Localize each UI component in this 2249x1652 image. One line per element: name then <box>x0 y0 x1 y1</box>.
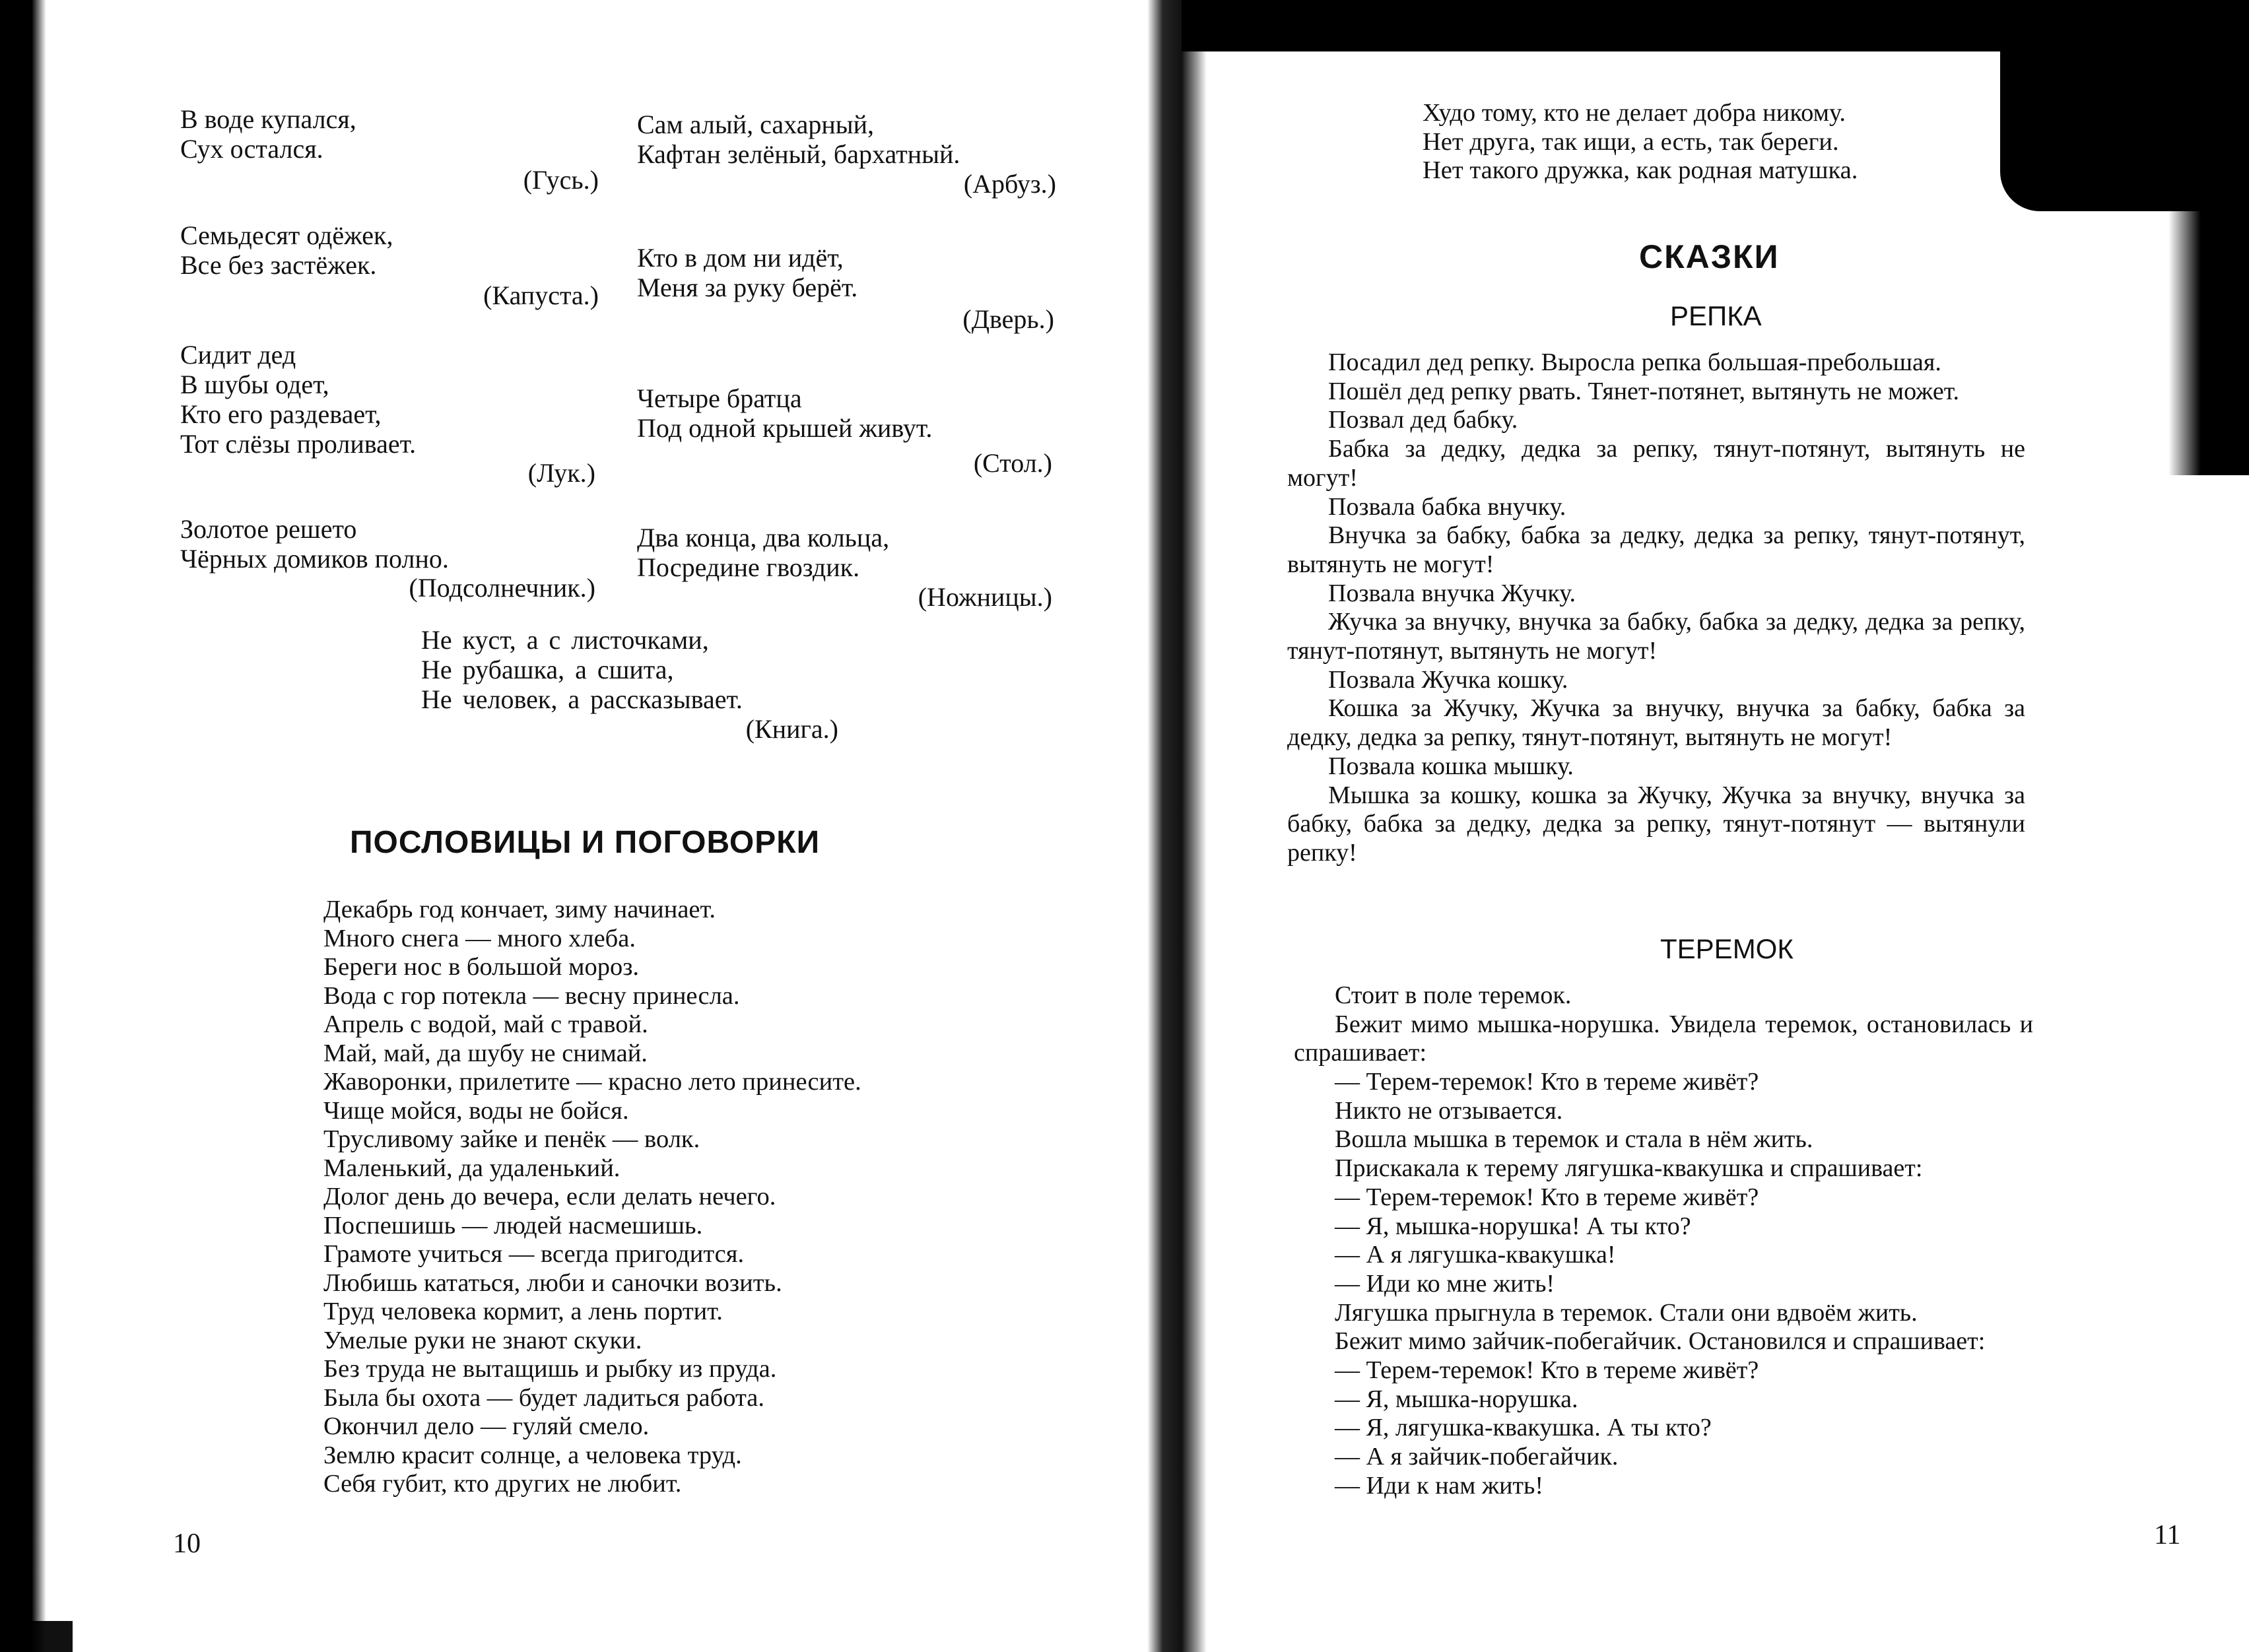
riddle-line: Чёрных домиков полно. <box>180 544 449 574</box>
gutter-shadow <box>1147 0 1182 1652</box>
riddle-line: Кто его раздевает, <box>180 399 382 429</box>
proverb-line: Труд человека кормит, а лень портит. <box>323 1298 723 1325</box>
proverb-line: Худо тому, кто не делает добра никому. <box>1423 99 1846 127</box>
dialogue-line: Прискакала к терему лягушка-квакушка и спрашивает: <box>1335 1154 1923 1183</box>
riddle-line: Сидит дед <box>180 340 296 370</box>
proverb-line: Апрель с водой, май с травой. <box>323 1010 648 1038</box>
dialogue-line: Вошла мышка в теремок и стала в нём жить. <box>1335 1125 1813 1154</box>
tale-paragraph: Внучка за бабку, бабка за дедку, дедка за репку, тянут-потянут, вытянуть не могут! <box>1287 521 2025 578</box>
riddle-line: Семьдесят одёжек, <box>180 220 393 250</box>
dialogue-line: Лягушка прыгнула в теремок. Стали они вдвоём жить. <box>1335 1298 1918 1327</box>
proverb-line: Жаворонки, прилетите — красно лето принесите. <box>323 1068 861 1096</box>
riddle-table-text <box>637 383 932 443</box>
repka-title: РЕПКА <box>1670 300 1762 331</box>
riddle-answer: (Книга.) <box>745 714 838 744</box>
riddle-answer: (Стол.) <box>973 448 1052 478</box>
page-number: 11 <box>2154 1520 2181 1550</box>
dialogue-line: — А я лягушка-квакушка! <box>1335 1241 1616 1269</box>
dialogue-line: — Терем-теремок! Кто в тереме живёт? <box>1335 1356 1759 1385</box>
riddle-scissors-text <box>637 523 889 582</box>
riddle-line: Не человек, а рассказывает. <box>421 684 743 714</box>
dialogue-line: — Терем-теремок! Кто в тереме живёт? <box>1335 1068 1759 1096</box>
riddle-line: В воде купался, <box>180 104 356 134</box>
riddle-answer: (Арбуз.) <box>963 169 1056 199</box>
proverb-line: Была бы охота — будет ладиться работа. <box>323 1383 764 1412</box>
proverb-line: Много снега — много хлеба. <box>323 924 636 952</box>
tale-paragraph: Позвал дед бабку. <box>1328 406 1518 434</box>
top-proverbs <box>1423 99 1858 185</box>
gutter-shadow <box>1182 0 1207 1652</box>
tale-paragraph: Позвала внучка Жучку. <box>1328 579 1576 607</box>
riddle-line: Под одной крышей живут. <box>637 413 933 443</box>
tale-paragraph: Позвала бабка внучку. <box>1328 492 1566 521</box>
riddle-answer: (Лук.) <box>527 458 595 488</box>
proverb-line: Маленький, да удаленький. <box>323 1154 621 1182</box>
proverb-line: Чище мойся, воды не бойся. <box>323 1096 629 1125</box>
riddle-sunflower-text <box>180 514 449 574</box>
riddle-cabbage-text <box>180 220 393 280</box>
tale-paragraph: Позвала Жучка кошку. <box>1328 665 1568 694</box>
proverb-line: Май, май, да шубу не снимай. <box>323 1039 648 1067</box>
riddle-line: Сух остался. <box>180 134 323 164</box>
page-number: 10 <box>173 1529 201 1559</box>
dialogue-line: Бежит мимо зайчик-побегайчик. Остановился и спрашивает: <box>1335 1327 1986 1356</box>
riddle-line: Тот слёзы проливает. <box>180 429 417 459</box>
proverb-line: Любишь кататься, люби и саночки возить. <box>323 1269 782 1297</box>
riddle-door-text <box>637 243 857 302</box>
tale-paragraph: Посадил дед репку. Выросла репка большая-пребольшая. <box>1328 348 1941 376</box>
proverb-line: Береги нос в большой мороз. <box>323 953 640 981</box>
riddle-answer: (Ножницы.) <box>918 582 1052 612</box>
riddle-line: В шубы одет, <box>180 370 329 399</box>
riddle-line: Не рубашка, а сшита, <box>421 655 674 684</box>
proverb-line: Окончил дело — гуляй смело. <box>323 1412 650 1440</box>
proverb-line: Грамоте учиться — всегда пригодится. <box>323 1240 745 1268</box>
repka-text <box>1287 348 2025 868</box>
dialogue-line: — Иди к нам жить! <box>1335 1471 1544 1500</box>
proverb-line: Землю красит солнце, а человека труд. <box>323 1441 742 1469</box>
proverb-line: Умелые руки не знают скуки. <box>323 1326 642 1354</box>
proverb-line: Себя губит, кто других не любит. <box>323 1470 682 1498</box>
dialogue-line: — Я, лягушка-квакушка. А ты кто? <box>1335 1414 1712 1442</box>
teremok-dialogue <box>1335 1068 1985 1501</box>
riddle-line: Кафтан зелёный, бархатный. <box>637 139 960 169</box>
tales-title: СКАЗКИ <box>1639 238 1780 275</box>
riddle-line: Кто в дом ни идёт, <box>637 243 844 273</box>
proverbs-title: ПОСЛОВИЦЫ И ПОГОВОРКИ <box>350 825 821 860</box>
riddle-answer: (Гусь.) <box>523 165 599 195</box>
dialogue-line: — Терем-теремок! Кто в тереме живёт? <box>1335 1183 1759 1211</box>
riddle-line: Сам алый, сахарный, <box>637 110 875 139</box>
proverb-line: Трусливому зайке и пенёк — волк. <box>323 1125 700 1153</box>
proverb-line: Без труда не вытащишь и рыбку из пруда. <box>323 1355 777 1383</box>
proverb-line: Нет такого дружка, как родная матушка. <box>1423 156 1858 184</box>
riddle-line: Не куст, а с листочками, <box>421 625 709 655</box>
tale-paragraph: Бежит мимо мышка-норушка. Увидела теремок, остановилась и спрашивает: <box>1294 1010 2033 1067</box>
riddle-onion-text <box>180 340 416 459</box>
riddle-book-text <box>421 625 743 714</box>
riddle-goose-text <box>180 104 356 164</box>
riddle-line: Золотое решето <box>180 514 357 544</box>
dialogue-line: — А я зайчик-побегайчик. <box>1335 1443 1619 1471</box>
right-scan-edge <box>2168 198 2249 475</box>
tale-paragraph: Кошка за Жучку, Жучка за внучку, внучка за бабку, бабка за дедку, дедка за репку, тянут-потянут, вытянуть не могут! <box>1287 694 2025 752</box>
proverb-line: Вода с гор потекла — весну принесла. <box>323 981 740 1010</box>
dialogue-line: — Иди ко мне жить! <box>1335 1269 1555 1298</box>
teremok-opening <box>1294 981 2033 1068</box>
riddle-answer: (Капуста.) <box>483 281 599 310</box>
riddle-answer: (Подсолнечник.) <box>409 573 595 603</box>
tale-paragraph: Бабка за дедку, дедка за репку, тянут-потянут, вытянуть не могут! <box>1287 435 2025 492</box>
dialogue-line: Никто не отзывается. <box>1335 1096 1563 1125</box>
tale-paragraph: Позвала кошка мышку. <box>1328 752 1574 780</box>
left-scan-edge <box>0 0 46 1652</box>
riddle-line: Два конца, два кольца, <box>637 523 890 552</box>
proverb-line: Нет друга, так ищи, а есть, так береги. <box>1423 127 1839 156</box>
tale-paragraph: Стоит в поле теремок. <box>1335 981 1572 1009</box>
proverb-line: Декабрь год кончает, зиму начинает. <box>323 896 716 923</box>
riddle-line: Четыре братца <box>637 383 802 413</box>
dialogue-line: — Я, мышка-норушка. <box>1335 1385 1578 1413</box>
tale-paragraph: Пошёл дед репку рвать. Тянет-потянет, вытянуть не может. <box>1328 377 1960 405</box>
proverb-line: Поспешишь — людей насмешишь. <box>323 1211 703 1239</box>
dialogue-line: — Я, мышка-норушка! А ты кто? <box>1335 1212 1691 1240</box>
riddle-line: Посредине гвоздик. <box>637 552 860 582</box>
riddle-line: Все без застёжек. <box>180 250 377 280</box>
riddle-line: Меня за руку берёт. <box>637 273 858 302</box>
proverbs-list <box>323 896 861 1499</box>
riddle-answer: (Дверь.) <box>962 304 1054 334</box>
right-page <box>1182 0 2249 1652</box>
tale-paragraph: Жучка за внучку, внучка за бабку, бабка за дедку, дедка за репку, тянут-потянут, вытянуть не могут! <box>1287 608 2025 665</box>
corner-scan-shadow <box>2000 40 2249 211</box>
teremok-title: ТЕРЕМОК <box>1660 933 1794 964</box>
riddle-watermelon-text <box>637 110 960 169</box>
proverb-line: Долог день до вечера, если делать нечего. <box>323 1183 776 1210</box>
tale-paragraph: Мышка за кошку, кошка за Жучку, Жучка за внучку, внучка за бабку, бабка за дедку, дедка за репку, тянут-потянут — вытянули репку! <box>1287 781 2025 867</box>
